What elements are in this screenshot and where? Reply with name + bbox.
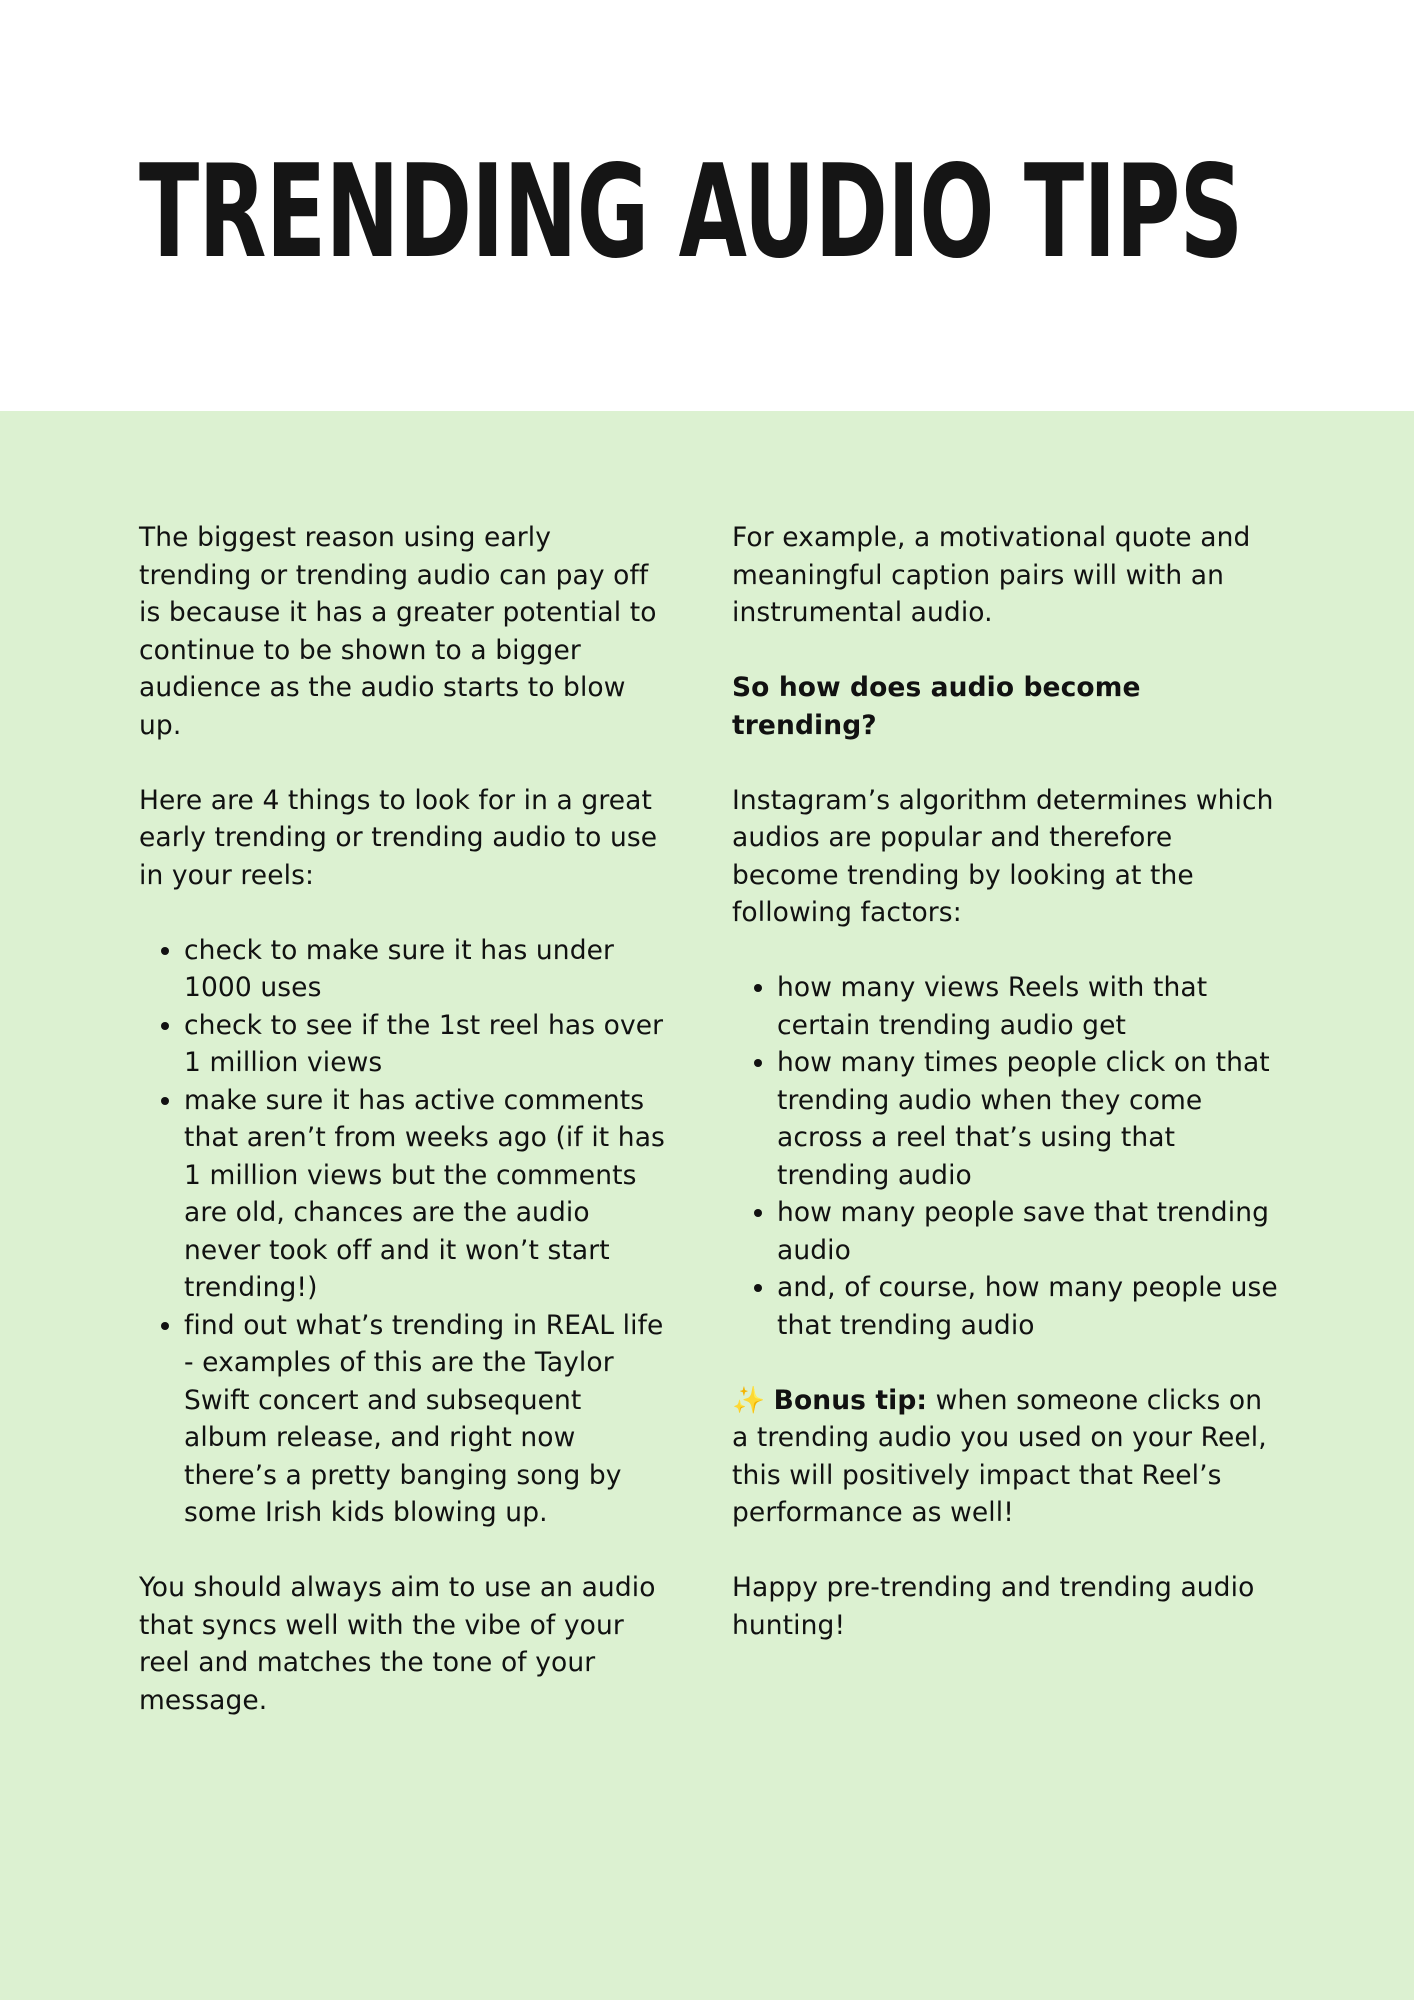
list-item: • find out what’s trending in REAL life - examples of this are the Taylor Swift concert and subsequent album release, and right now there’s a pretty banging song by some Irish kids blowing up. bbox=[184, 1307, 669, 1532]
header-band bbox=[0, 0, 1414, 411]
list-item: • make sure it has active comments that aren’t from weeks ago (if it has 1 million views but the comments are old, chances are the audio never took off and it won’t start trending!) bbox=[184, 1082, 669, 1307]
right-column bbox=[732, 519, 1280, 1682]
tips-list bbox=[139, 932, 669, 1532]
factors-lead-paragraph: Instagram’s algorithm determines which audios are popular and therefore become trending by looking at the following factors: bbox=[732, 784, 1274, 928]
factors-list bbox=[732, 969, 1280, 1344]
closing-paragraph: You should always aim to use an audio that syncs well with the vibe of your reel and matches the tone of your message. bbox=[139, 1572, 656, 1716]
signoff-paragraph: Happy pre-trending and trending audio hunting! bbox=[732, 1572, 1255, 1641]
bonus-tip-label: Bonus tip: bbox=[773, 1384, 928, 1416]
section-question: So how does audio become trending? bbox=[732, 672, 1141, 741]
list-item: • how many people save that trending audio bbox=[777, 1194, 1280, 1269]
list-item: • check to see if the 1st reel has over 1 million views bbox=[184, 1007, 669, 1082]
list-item: • how many views Reels with that certain trending audio get bbox=[777, 969, 1280, 1044]
sparkles-icon: ✨ bbox=[732, 1384, 766, 1416]
list-item: • and, of course, how many people use that trending audio bbox=[777, 1269, 1280, 1344]
tips-lead-paragraph: Here are 4 things to look for in a great early trending or trending audio to use in your reels: bbox=[139, 784, 658, 891]
bonus-tip-text: when someone clicks on a trending audio you used on your Reel, this will positively impact that Reel’s performance as well! bbox=[732, 1384, 1267, 1528]
left-column bbox=[139, 519, 669, 1757]
bonus-tip-paragraph bbox=[732, 1382, 1280, 1532]
content-panel bbox=[0, 411, 1414, 2000]
list-item: • check to make sure it has under 1000 uses bbox=[184, 932, 669, 1007]
example-paragraph: For example, a motivational quote and meaningful caption pairs will with an instrumental audio. bbox=[732, 522, 1251, 628]
intro-paragraph: The biggest reason using early trending or trending audio can pay off is because it has a greater potential to continue to be shown to a bigger audience as the audio starts to blow up. bbox=[139, 522, 657, 741]
list-item: • how many times people click on that trending audio when they come across a reel that’s using that trending audio bbox=[777, 1044, 1280, 1194]
page-title: TRENDING AUDIO TIPS bbox=[139, 138, 1243, 287]
